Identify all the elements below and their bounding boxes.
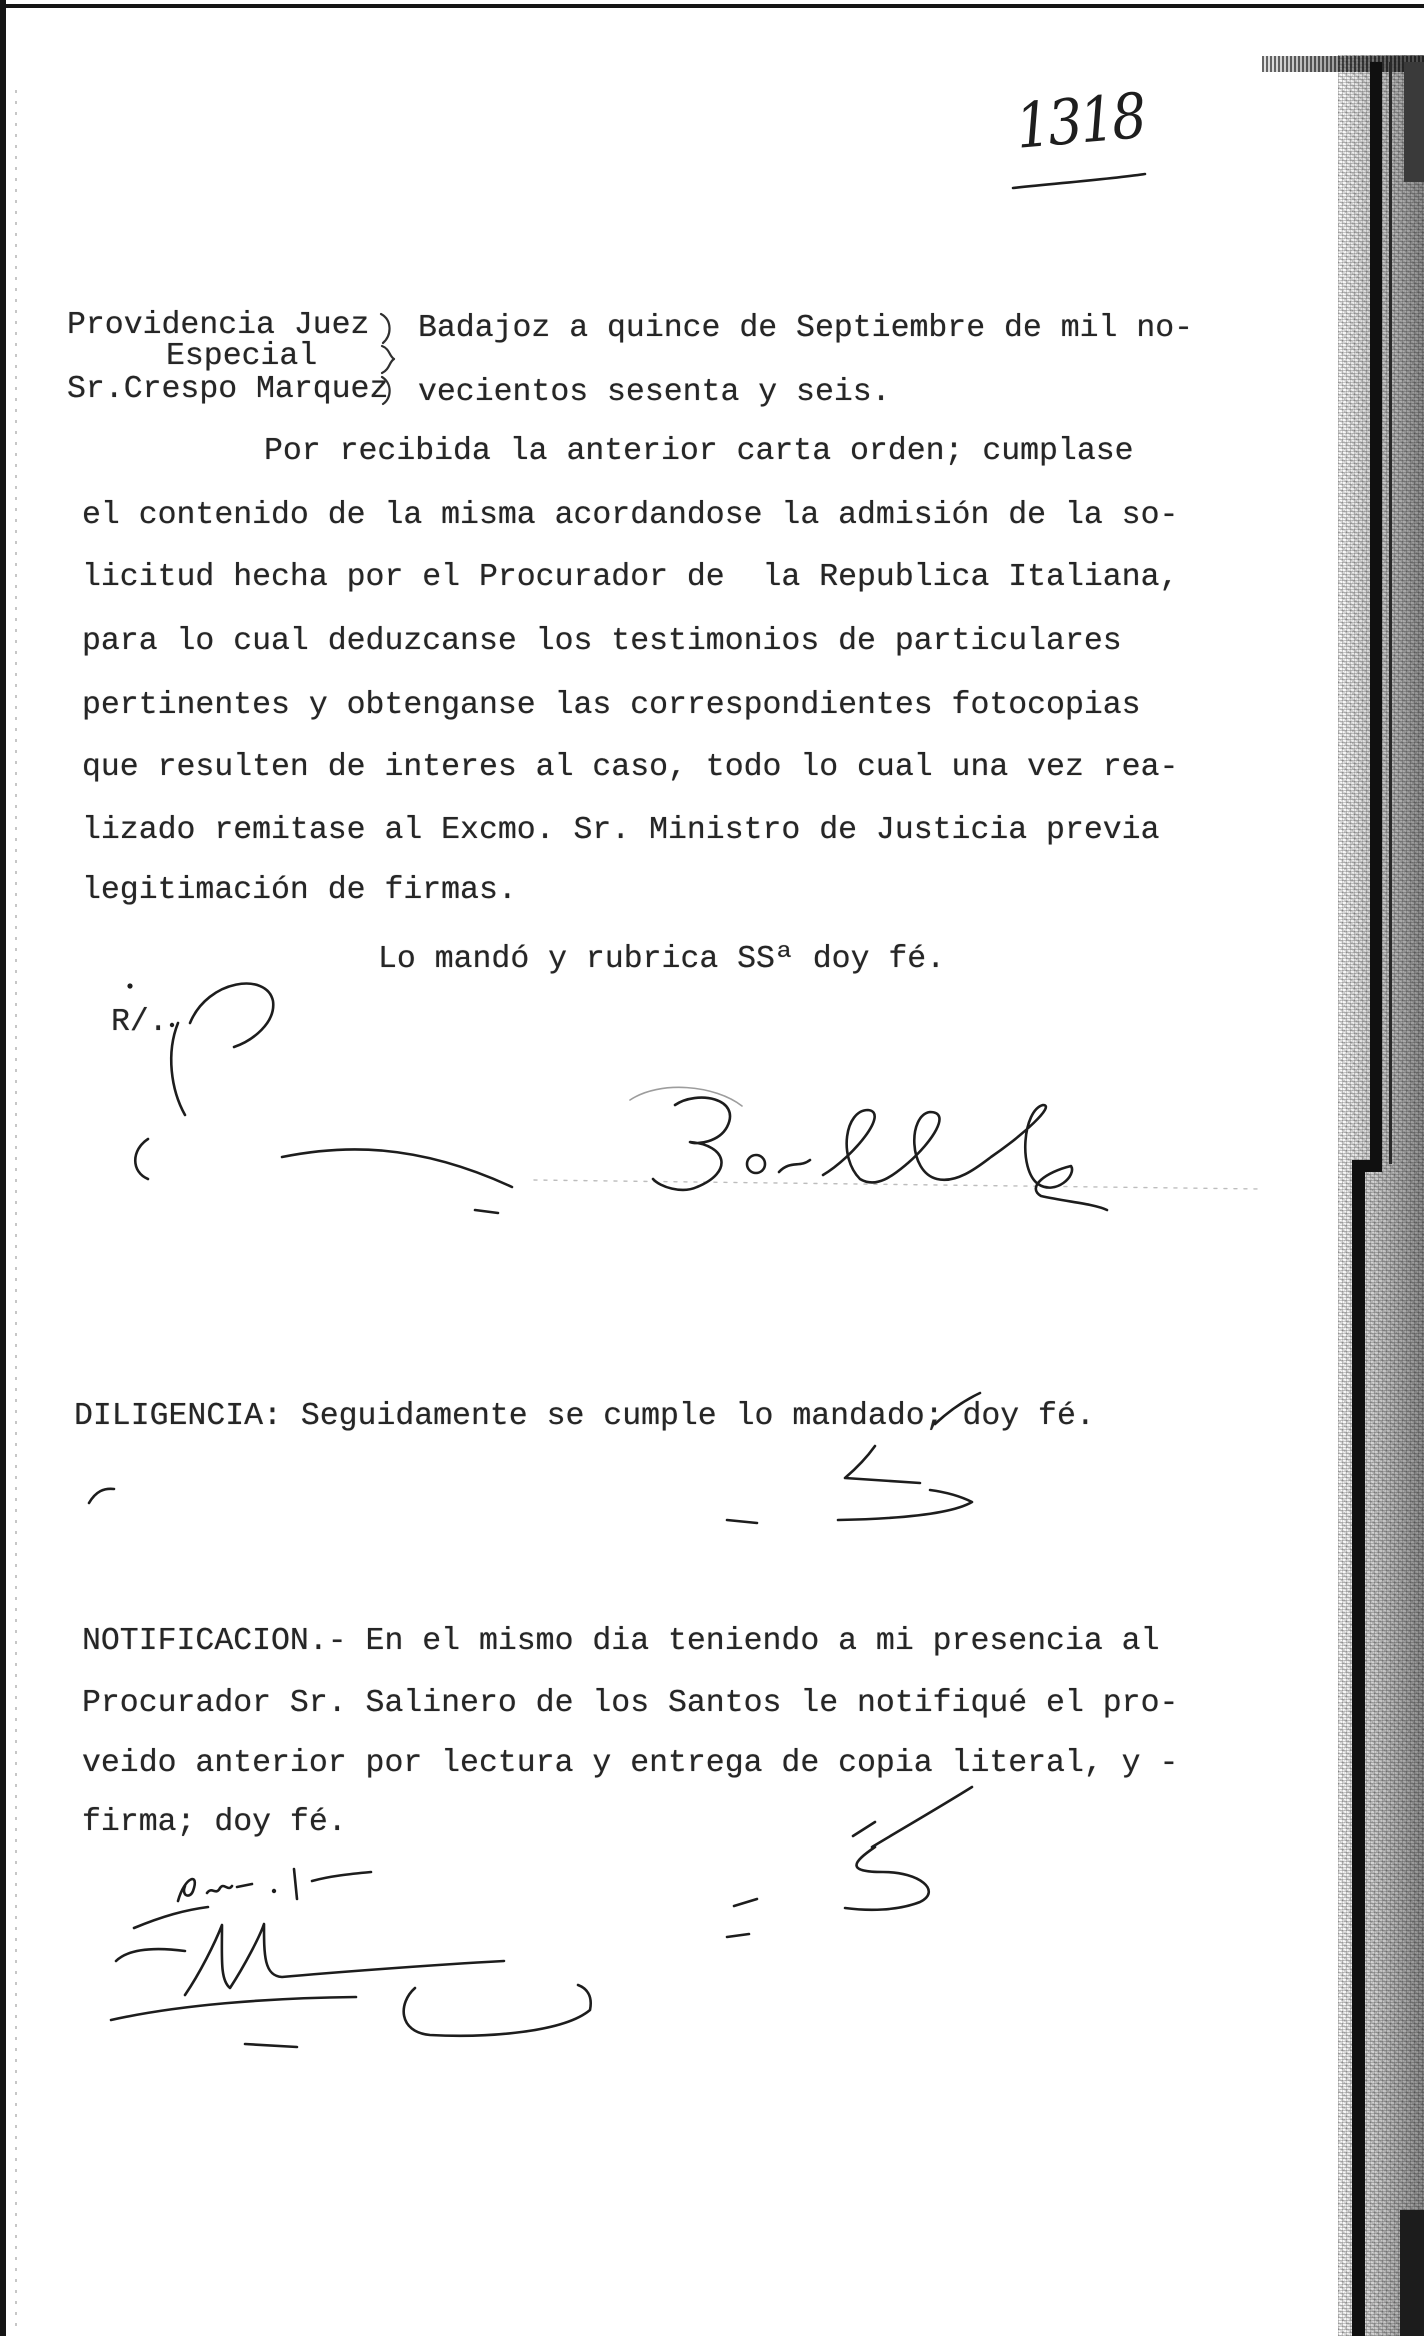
scan-top-noise (1262, 56, 1424, 72)
diligencia-line: DILIGENCIA: Seguidamente se cumple lo mandado; doy fé. (74, 1399, 1095, 1434)
brace-stroke (382, 346, 394, 373)
providencia-line-4: para lo cual deduzcanse los testimonios de particulares (82, 624, 1122, 659)
scan-edge-bar-thin (1389, 62, 1392, 1164)
header-place-date-line-1: Badajoz a quince de Septiembre de mil no- (418, 311, 1194, 346)
scan-edge-dark-top (1404, 62, 1424, 182)
pen-stroke (116, 1949, 185, 1961)
pen-stroke (294, 1869, 297, 1899)
header-place-date-line-2: vecientos sesenta y seis. (418, 375, 891, 410)
signature-judge (127, 983, 512, 1213)
pen-stroke (845, 1446, 920, 1483)
pen-stroke (207, 1886, 232, 1893)
pen-stroke (734, 1899, 757, 1906)
brace-stroke (381, 314, 390, 343)
header-left-line-3: Sr.Crespo Marquez (67, 372, 389, 407)
pen-stroke (282, 1149, 512, 1187)
pen-stroke (727, 1520, 757, 1523)
pen-stroke (237, 1884, 252, 1887)
pen-stroke (779, 1160, 810, 1172)
baseline-trace (534, 1180, 1260, 1189)
header-left-line-2: Especial (166, 339, 318, 374)
providencia-line-8: legitimación de firmas. (82, 873, 517, 908)
scan-left-border (0, 0, 6, 2336)
header-left-line-1: Providencia Juez (67, 308, 370, 343)
scan-edge-dark-bottom (1400, 2210, 1424, 2336)
pen-stroke (630, 1087, 742, 1106)
providencia-line-1: Por recibida la anterior carta orden; cumplase (264, 434, 1134, 469)
scan-edge-bar-lower (1352, 1172, 1365, 2336)
providencia-closing: Lo mandó y rubrica SSª doy fé. (378, 942, 946, 977)
providencia-line-5: pertinentes y obtenganse las correspondientes fotocopias (82, 688, 1141, 723)
notificacion-line-4: firma; doy fé. (82, 1805, 347, 1840)
pen-stroke (1013, 174, 1145, 188)
ink-dot (127, 983, 132, 988)
pen-stroke (747, 1155, 765, 1173)
pen-stroke (838, 1490, 972, 1520)
pen-stroke (312, 1872, 371, 1881)
notificacion-line-2: Procurador Sr. Salinero de los Santos le notifiqué el pro- (82, 1686, 1179, 1721)
notificacion-line-3: veido anterior por lectura y entrega de copia literal, y - (82, 1746, 1179, 1781)
scan-top-border (0, 4, 1424, 8)
pen-stroke (404, 1985, 591, 2036)
signature-secretary (534, 1087, 1260, 1210)
signature-procurador (111, 1869, 591, 2047)
providencia-line-3: licitud hecha por el Procurador de la Republica Italiana, (82, 560, 1179, 595)
providencia-line-6: que resulten de interes al caso, todo lo cual una vez rea- (82, 750, 1179, 785)
scan-left-dotted-edge (15, 90, 17, 2330)
pen-stroke (185, 1924, 504, 1995)
scan-edge-bar (1370, 62, 1382, 1164)
pen-stroke (190, 984, 273, 1047)
pen-stroke (178, 1879, 195, 1901)
pen-stroke (845, 1847, 929, 1910)
notificacion-line-1: NOTIFICACION.- En el mismo dia teniendo a mi presencia al (82, 1624, 1160, 1659)
folio-number: 1318 (1012, 78, 1147, 163)
rubric-mark: R/. (111, 1005, 168, 1040)
folio-underline (1013, 174, 1145, 188)
pen-stroke (727, 1934, 749, 1937)
pen-stroke (653, 1098, 730, 1190)
pen-stroke (475, 1210, 498, 1213)
signature-notificacion-clerk (727, 1787, 972, 1937)
pen-stroke (134, 1907, 208, 1928)
pen-stroke (135, 1139, 148, 1179)
providencia-line-2: el contenido de la misma acordandose la admisión de la so- (82, 498, 1179, 533)
providencia-line-7: lizado remitase al Excmo. Sr. Ministro de Justicia previa (82, 813, 1160, 848)
pen-stroke (111, 1997, 356, 2020)
ink-dot (272, 1889, 276, 1893)
pen-stroke (89, 1489, 114, 1503)
scan-edge-bar-jog (1352, 1160, 1382, 1172)
pen-stroke (245, 2044, 297, 2047)
pen-stroke (853, 1822, 875, 1836)
pen-stroke (823, 1105, 1107, 1210)
ink-dot (170, 1023, 174, 1027)
pen-stroke (872, 1787, 972, 1847)
pen-stroke (171, 1023, 185, 1115)
